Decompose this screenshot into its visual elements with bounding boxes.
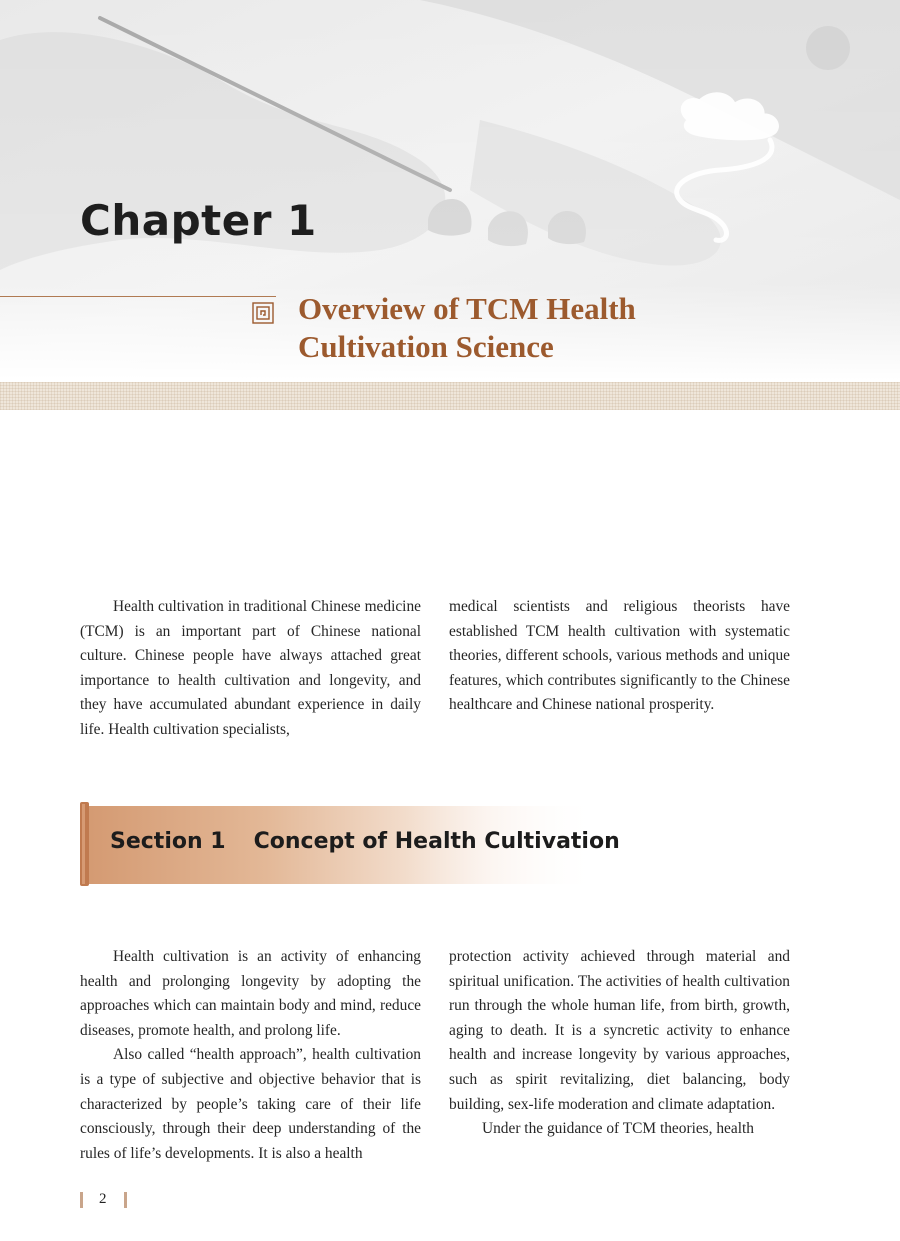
section-1-paragraph-1: Health cultivation is an activity of enhancing health and prolonging longevity by adopting the approaches which can maintain body and mind, reduce diseases, promote health, and prolong life. [80,948,421,1039]
intro-text [80,595,790,743]
fabric-texture-strip [0,382,900,410]
chapter-label: Chapter 1 [80,196,317,245]
intro-paragraph-left: Health cultivation in traditional Chinese medicine (TCM) is an important part of Chinese national culture. Chinese people have always attached great importance to health cultivation and longevity, and they have accumulated abundant experience in daily life. Health cultivation specialists, [80,598,421,738]
section-title-text: Concept of Health Cultivation [253,829,620,854]
intro-left-column [80,595,421,743]
chapter-title [298,290,818,366]
intro-right-column [449,595,790,743]
title-rule-line [0,296,276,297]
section-heading-banner [80,802,620,886]
section-1-right-column [449,945,790,1166]
section-title [110,829,620,854]
section-1-text [80,945,790,1166]
section-number: Section 1 [110,829,226,854]
section-1-paragraph-3: Under the guidance of TCM theories, health [482,1120,754,1138]
chapter-title-line-2: Cultivation Science [298,329,554,364]
chapter-title-line-1: Overview of TCM Health [298,291,636,326]
section-1-left-column [80,945,421,1166]
section-1-paragraph-2-continued: protection activity achieved through material and spiritual unification. The activities of health cultivation run through the whole human life, from birth, growth, aging to death. It is a syncretic activity to enhance health and increase longevity by various approaches, such as spirit revitalizing, diet balancing, body building, sex-life moderation and climate adaptation. [449,948,790,1113]
fret-pattern-icon [252,302,274,324]
page-number: 2 [99,1191,107,1207]
footer-bar-right [124,1192,127,1208]
intro-paragraph-right: medical scientists and religious theorists have established TCM health cultivation with systematic theories, different schools, various methods and unique features, which contributes significantly to the Chinese healthcare and Chinese national prosperity. [449,598,790,714]
footer-bar-left [80,1192,83,1208]
chapter-banner [0,0,900,410]
section-1-paragraph-2: Also called “health approach”, health cultivation is a type of subjective and objective behavior that is characterized by people’s taking care of their life consciously, through their deep understanding of the rules of life’s developments. It is also a health [80,1046,421,1162]
